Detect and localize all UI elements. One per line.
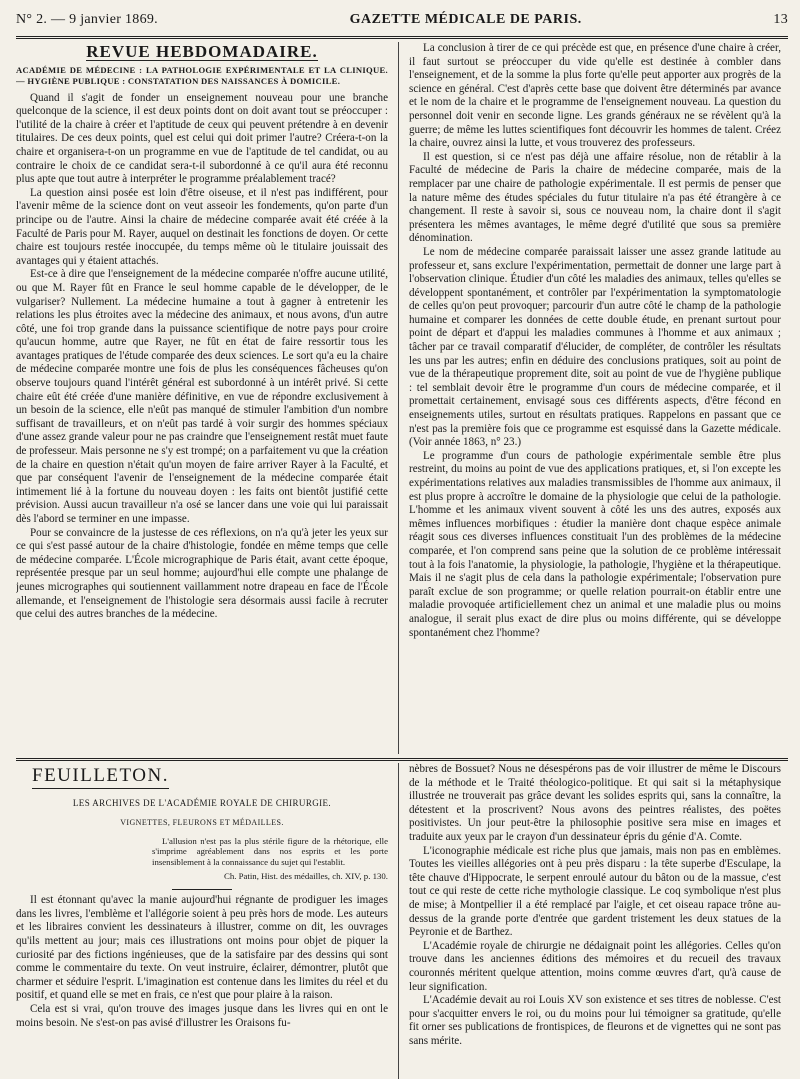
feuilleton-heading: LES ARCHIVES DE L'ACADÉMIE ROYALE DE CHIRURGIE.: [72, 797, 332, 808]
revue-section: [16, 42, 788, 754]
feuilleton-right-paragraph: L'Académie devait au roi Louis XV son existence et ses titres de noblesse. C'est pour s'acquitter envers le roi, ou du moins pour lui témoigner sa gratitude, qu'elle fit orner ses publications de frontispices, de fleurons et de vignettes qui ne sont pas sans mérite.: [409, 994, 781, 1047]
feuilleton-left-column: [16, 763, 398, 1079]
revue-right-paragraph: Le programme d'un cours de pathologie expérimentale semble être plus restreint, du moins au point de vue des applications pratiques, et, si l'on excepte les expérimentations relatives aux maladies transmissibles de l'homme aux animaux, il est plus propre à accroître le domaine de la physiologie que celui de la pathologie. L'homme et les animaux vivent souvent à côté les uns des autres, exposés aux mêmes influences morbifiques : étudier la manière dont chaque espèce animale réagit sous ces diverses influences constituait l'un des problèmes de la médecine comparée, et l'on comprend sans peine que la solution de ce problème intéressait tout à la fois l'anatomie, la physiologie, la pathologie, l'hygiène et la thérapeutique. Mais il ne s'agit plus de cela dans la pathologie expérimentale; l'observation pure paraît exclue de son programme; or quelle relation pourrait-on établir entre une maladie provoquée artificiellement chez un animal et une maladie plus ou moins analogue, il serait plus exact de dire plus ou moins différente, qui se développe spontanément chez l'homme?: [409, 449, 781, 639]
feuilleton-title: FEUILLETON.: [32, 769, 388, 783]
revue-left-paragraph: Quand il s'agit de fonder un enseignement nouveau pour une branche quelconque de la science, il est deux points dont on doit avant tout se préoccuper : l'utilité de la chaire à créer et l'aptitude de ceux qui peuvent prétendre à en devenir titulaires. De ces deux points, quel est celui qui doit primer l'autre? Créera-t-on la chaire et organisera-t-on un programme en vue de l'aptitude de tel candidat, ou au contraire le choix de ce candidat sera-t-il subordonné à ce qu'il aura été reconnu plus apte que tout autre à interpréter le programme préalablement tracé?: [16, 91, 388, 186]
revue-right-paragraph: Il est question, si ce n'est pas déjà une affaire résolue, non de rétablir à la Faculté de médecine de Paris la chaire de médecine comparée, mais de la remplacer par une chaire de pathologie expérimentale. Il est permis de penser que la nature même des études spéciales du futur titulaire n'a pas été étrangère à ce changement. Il reste à savoir si, sous ce nouveau nom, la chaire dont il s'agit présentera les mêmes avantages, le même degré d'utilité que sous sa première dénomination.: [409, 150, 781, 245]
epigraph-rule: [172, 889, 232, 890]
page-number: 13: [773, 12, 788, 27]
feuilleton-right-column: [398, 763, 781, 1079]
epigraph: L'allusion n'est pas la plus stérile figure de la rhétorique, elle s'imprime agréablement dans nos esprits et les porte insensiblement à la connaissance du sujet qui l'establit.: [152, 835, 388, 867]
feuilleton-section: [16, 763, 788, 1079]
revue-right-paragraph: La conclusion à tirer de ce qui précède est que, en présence d'une chaire à créer, il faut surtout se préoccuper du vide qu'elle est destinée à combler dans l'enseignement, et de la somme la plus forte qu'elle peut apporter aux progrès de la science en général. C'est d'après cette base que doivent être déterminés par avance et le nom de la chaire et le programme de l'enseignement nouveau. La question du personnel doit venir en seconde ligne. Les grands généraux ne se révèlent qu'à la guerre; de même les luttes scientifiques font découvrir les hommes de talent. Créez la chaire, ouvrez ainsi la lutte, et vous trouverez des professeurs.: [409, 42, 781, 150]
issue-date: N° 2. — 9 janvier 1869.: [16, 12, 158, 27]
revue-right-paragraph: Le nom de médecine comparée paraissait laisser une assez grande latitude au professeur et, sans exclure l'expérimentation, permettait de donner une large part à l'observation clinique. Étudier d'un côté les maladies des animaux, telles qu'elles se développent spontanément, et contrôler par l'expérimentation la symptomatologie de celles qu'on peut provoquer; parcourir d'un autre côté le champ de la pathologie humaine et comparer les données de cette double étude, en prenant surtout pour point de départ et d'appui les maladies communes à l'homme et aux animaux ; tâcher par ce travail comparatif d'élucider, de compléter, de contrôler les résultats les uns par les autres; enfin en déduire des conclusions pratiques, soit au point de vue de la thérapeutique proprement dite, soit au point de vue de l'hygiène publique : tel semblait devoir être le programme d'un cours de médecine comparée, et il promettait certainement, envisagé sous ces différents aspects, d'être fécond en enseignements utiles, surtout en résultats pratiques. Rappelons en passant que ce n'est pas la première fois que ce programme est esquissé dans la Gazette médicale. (Voir année 1863, n° 23.): [409, 245, 781, 449]
feuilleton-right-paragraph: nèbres de Bossuet? Nous ne désespérons pas de voir illustrer de même le Discours de la méthode et le Traité théologico-politique. Et qui sait si la métaphysique illustrée ne trouverait pas grâce devant les solides esprits qui, sans la connaître, la détestent et la proscrivent? Nous avons des peintres réalistes, des poëtes positivistes. Un jour peut-être la philosophie positive sera mise en images et traduite aux yeux par le crayon d'un dessinateur épris du génie d'A. Comte.: [409, 763, 781, 843]
revue-left-paragraph: La question ainsi posée est loin d'être oiseuse, et il n'est pas indifférent, pour l'avenir même de la science dont on veut asseoir les fondements, qu'on parte d'un principe ou de l'autre. Ainsi la chaire de médecine comparée avait été créée à la Faculté de Paris pour M. Rayer, auquel on destinait les fonctions de doyen. Or cette chaire est toujours restée inoccupée, du temps même où le titulaire jouissait des avantages qui y étaient attachés.: [16, 186, 388, 267]
feuilleton-subheading: VIGNETTES, FLEURONS ET MÉDAILLES.: [120, 818, 284, 828]
revue-left-paragraph: Est-ce à dire que l'enseignement de la médecine comparée n'offre aucune utilité, ou que M. Rayer fût en France le seul homme capable de le développer, de le vulgariser? Nullement. La médecine humaine a tout à gagner à entretenir les relations les plus étroites avec la médecine des animaux, et nous avons, d'un autre côté, une foi trop grande dans la puissance scientifique de notre pays pour croire qu'aucun homme, autre que Rayer, ne fût en état de faire ressortir tous les avantages pratiques de l'étude comparée des deux sciences. Le sort qu'a eu la chaire de médecine comparée montre une fois de plus les conséquences fâcheuses qu'on observe toujours quand l'intérêt général est subordonné à un intérêt privé. Si cette chaire eût été créée d'une manière définitive, en vue de répondre exclusivement à un besoin de la science, elle n'eût pas manqué de stimuler l'ambition d'un nombre suffisant de travailleurs, et on n'eût pas tardé à voir surgir des hommes spéciaux d'une assez grande valeur pour ne pas craindre que l'enseignement restât muet faute de professeur. Mais personne ne s'y est trompé; on a parfaitement vu que la création de la chaire en question n'était qu'un moyen de faire arriver Rayer à la Faculté, et que par conséquent l'avenir de l'enseignement de la médecine comparée était intimement lié à la fortune du nouveau doyen : les faits ont bientôt justifié cette prévision. Aussi aucun travailleur n'a osé se lancer dans une voie qui lui paraissait dès l'abord se terminer en une impasse.: [16, 268, 388, 525]
feuilleton-left-paragraph: Il est étonnant qu'avec la manie aujourd'hui régnante de prodiguer les images dans les livres, l'emblème et l'allégorie soient à peu près hors de mode. Les auteurs et les libraires convient les dessinateurs à illustrer, comme on dit, les ouvrages qu'ils mettent au jour; mais ces illustrations ont moins pour objet de piquer la curiosité par des fictions ingénieuses, que de la satisfaire par des dessins qui sont comme le commentaire du texte. On veut instruire, éclairer, démontrer, plutôt que charmer et séduire l'esprit. L'imagination est contenue dans les limites du réel et du positif, et quand elle se met en frais, ce n'est que pour plaire à la raison.: [16, 894, 388, 1002]
revue-left-paragraph: Pour se convaincre de la justesse de ces réflexions, on n'a qu'à jeter les yeux sur ce qui s'est passé autour de la chaire d'histologie, fondée en même temps que celle de médecine comparée. L'École micrographique de Paris était, avant cette époque, représentée presque par un seul homme; aujourd'hui elle compte une phalange de jeunes micrographes qui soutiennent vaillamment notre drapeau en face de l'École allemande, et l'enseignement de l'histologie sera désormais aussi facile à recruter que celui des autres branches de la médecine.: [16, 526, 388, 621]
revue-right-column: [398, 42, 781, 754]
revue-left-column: [16, 42, 398, 754]
revue-subhead: ACADÉMIE DE MÉDECINE : LA PATHOLOGIE EXPÉRIMENTALE ET LA CLINIQUE. — HYGIÈNE PUBLIQUE : CONSTATATION DES NAISSANCES À DOMICILE.: [16, 64, 388, 87]
epigraph-source: Ch. Patin, Hist. des médailles, ch. XIV, p. 130.: [223, 870, 388, 881]
page-header: [16, 0, 788, 32]
revue-title: REVUE HEBDOMADAIRE.: [86, 42, 318, 61]
feuilleton-left-paragraph: Cela est si vrai, qu'on trouve des images jusque dans les livres qui en ont le moins besoin. Ne s'est-on pas avisé d'illustrer les Oraisons fu-: [16, 1002, 388, 1029]
section-divider: [16, 758, 788, 761]
feuilleton-right-paragraph: L'Académie royale de chirurgie ne dédaignait point les allégories. Celles qu'on trouve dans les anciennes éditions des mémoires et du recueil des travaux couronnés méritent quelque attention, moins comme œuvres d'art, qu'à cause de leur signification.: [409, 939, 781, 993]
gazette-title: GAZETTE MÉDICALE DE PARIS.: [349, 12, 582, 27]
feuilleton-right-paragraph: L'iconographie médicale est riche plus que jamais, mais non pas en emblèmes. Toutes les vieilles allégories ont à peu près disparu : la tête superbe d'Esculape, la tête chauve d'Hippocrate, le serpent enroulé autour du bâton ou de la massue, c'est tout ce qui reste de cette riche mythologie classique. Le coq symbolique n'est plus de mise; à Montpellier il a été remplacé par l'aigle, et cet oiseau rapace trône au-dessus de la grande porte d'entrée que gardent tristement les deux statues de la Peyronie et de Barthez.: [409, 844, 781, 939]
header-rule: [16, 36, 788, 39]
